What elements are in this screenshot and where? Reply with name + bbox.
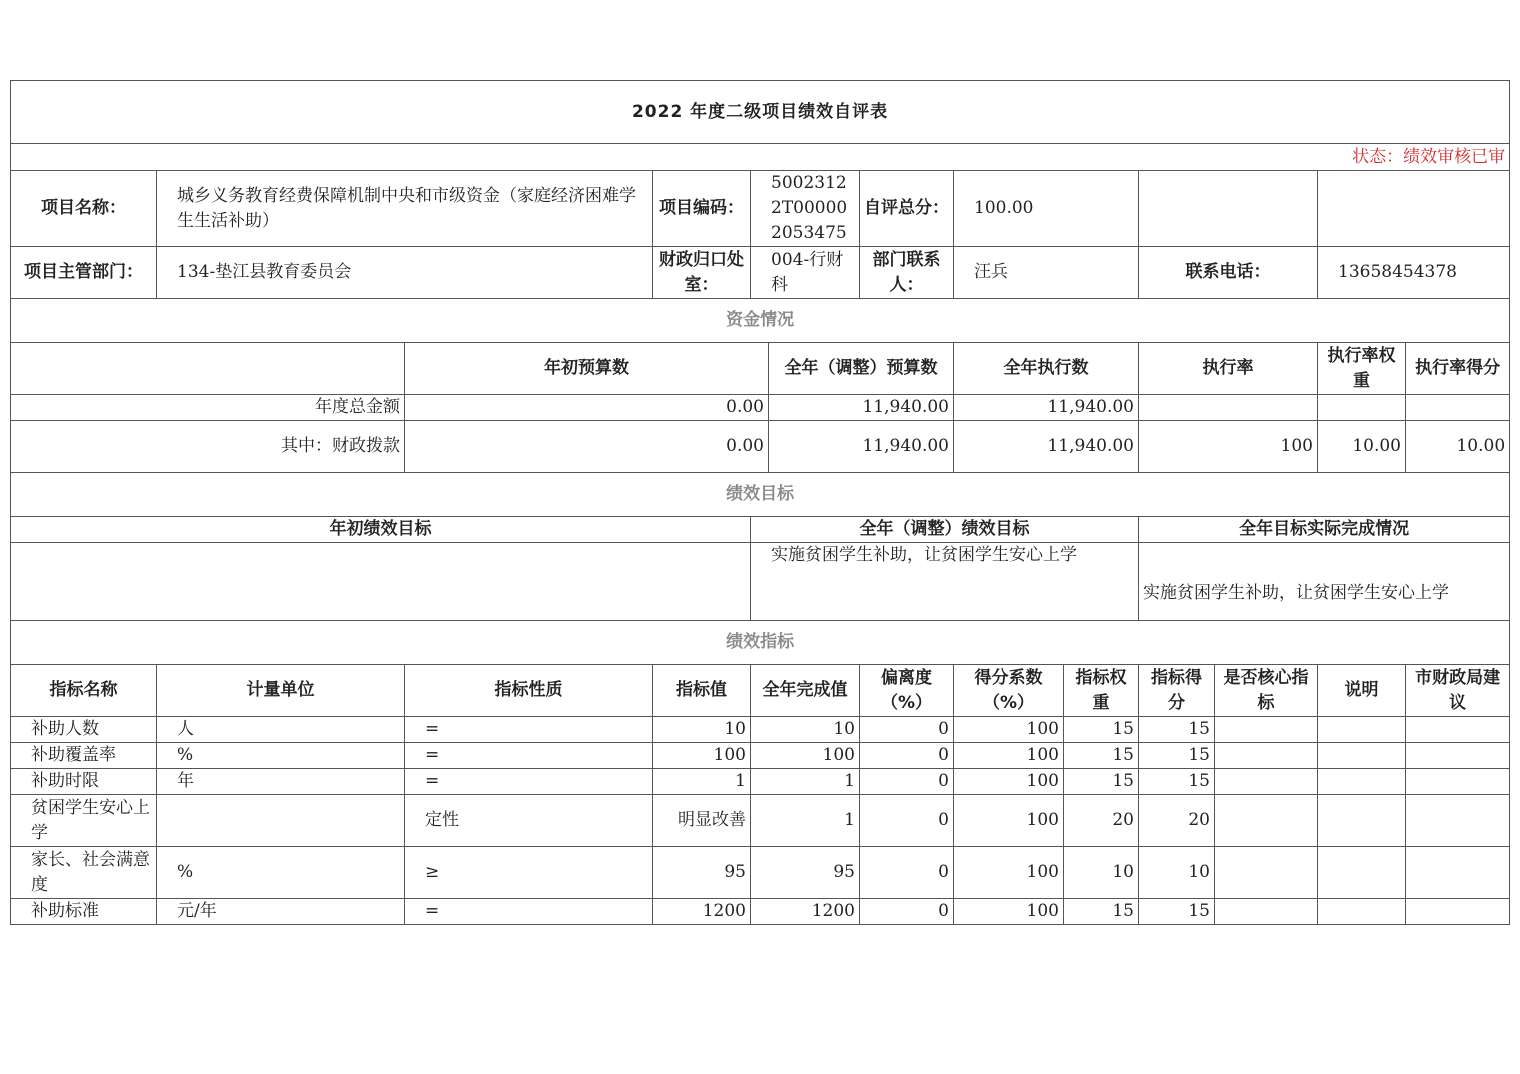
ind-score: 15: [1139, 899, 1215, 925]
ind-coef: 100: [954, 795, 1064, 847]
ind-nature: =: [405, 769, 653, 795]
ind-value: 1: [653, 769, 751, 795]
phone-value: 13658454378: [1318, 247, 1510, 299]
funds-header-executed: 全年执行数: [954, 343, 1139, 395]
ind-deviation: 0: [860, 743, 954, 769]
ind-name: 家长、社会满意度: [11, 847, 157, 899]
blank-cell: [11, 343, 405, 395]
goals-header-actual: 全年目标实际完成情况: [1139, 517, 1510, 543]
project-code-label: 项目编码：: [653, 171, 751, 247]
ind-core: [1215, 717, 1318, 743]
ind-weight: 15: [1064, 899, 1139, 925]
table-row: [11, 743, 1510, 769]
goals-adjusted-value: 实施贫困学生补助，让贫困学生安心上学: [751, 543, 1139, 621]
ind-nature: =: [405, 899, 653, 925]
funds-row-initial: 0.00: [405, 395, 769, 421]
ind-name: 补助覆盖率: [11, 743, 157, 769]
ind-header-done: 全年完成值: [751, 665, 860, 717]
ind-note: [1318, 769, 1406, 795]
ind-header-coef: 得分系数（%）: [954, 665, 1064, 717]
ind-unit: 年: [157, 769, 405, 795]
dept-value: 134-垫江县教育委员会: [157, 247, 653, 299]
ind-deviation: 0: [860, 847, 954, 899]
ind-core: [1215, 899, 1318, 925]
ind-advice: [1406, 743, 1510, 769]
ind-value: 100: [653, 743, 751, 769]
ind-header-score: 指标得分: [1139, 665, 1215, 717]
funds-header-score: 执行率得分: [1406, 343, 1510, 395]
ind-name: 补助标准: [11, 899, 157, 925]
ind-header-advice: 市财政局建议: [1406, 665, 1510, 717]
blank-cell: [1318, 171, 1510, 247]
ind-note: [1318, 743, 1406, 769]
ind-done: 1: [751, 795, 860, 847]
ind-nature: =: [405, 717, 653, 743]
funds-row-label: 其中：财政拨款: [11, 421, 405, 473]
ind-header-core: 是否核心指标: [1215, 665, 1318, 717]
ind-advice: [1406, 795, 1510, 847]
ind-note: [1318, 795, 1406, 847]
ind-advice: [1406, 899, 1510, 925]
goals-header-initial: 年初绩效目标: [11, 517, 751, 543]
funds-row-adjusted: 11,940.00: [769, 421, 954, 473]
ind-name: 补助时限: [11, 769, 157, 795]
ind-note: [1318, 899, 1406, 925]
ind-advice: [1406, 717, 1510, 743]
ind-score: 15: [1139, 769, 1215, 795]
funds-header-initial: 年初预算数: [405, 343, 769, 395]
project-code-value: 50023122T000002053475: [751, 171, 860, 247]
ind-unit: [157, 795, 405, 847]
ind-unit: %: [157, 847, 405, 899]
funds-row-executed: 11,940.00: [954, 395, 1139, 421]
ind-done: 1200: [751, 899, 860, 925]
table-row: [11, 795, 1510, 847]
funds-row-score: [1406, 395, 1510, 421]
finance-office-label: 财政归口处室：: [653, 247, 751, 299]
ind-value: 95: [653, 847, 751, 899]
goals-initial-value: [11, 543, 751, 621]
ind-coef: 100: [954, 899, 1064, 925]
ind-score: 10: [1139, 847, 1215, 899]
funds-section-title: 资金情况: [11, 299, 1510, 343]
ind-done: 95: [751, 847, 860, 899]
ind-header-note: 说明: [1318, 665, 1406, 717]
goals-section-title: 绩效目标: [11, 473, 1510, 517]
phone-label: 联系电话：: [1139, 247, 1318, 299]
ind-header-value: 指标值: [653, 665, 751, 717]
funds-header-adjusted: 全年（调整）预算数: [769, 343, 954, 395]
funds-row-rate: [1139, 395, 1318, 421]
ind-value: 1200: [653, 899, 751, 925]
ind-unit: 人: [157, 717, 405, 743]
project-name-value: 城乡义务教育经费保障机制中央和市级资金（家庭经济困难学生生活补助）: [157, 171, 653, 247]
dept-label: 项目主管部门：: [11, 247, 157, 299]
table-row: [11, 769, 1510, 795]
self-score-label: 自评总分：: [860, 171, 954, 247]
ind-coef: 100: [954, 769, 1064, 795]
project-name-label: 项目名称：: [11, 171, 157, 247]
ind-unit: 元/年: [157, 899, 405, 925]
ind-note: [1318, 717, 1406, 743]
ind-weight: 15: [1064, 769, 1139, 795]
ind-coef: 100: [954, 847, 1064, 899]
ind-advice: [1406, 847, 1510, 899]
funds-row-score: 10.00: [1406, 421, 1510, 473]
blank-cell: [1139, 171, 1318, 247]
ind-weight: 15: [1064, 717, 1139, 743]
ind-header-weight: 指标权重: [1064, 665, 1139, 717]
funds-row-weight: [1318, 395, 1406, 421]
goals-header-adjusted: 全年（调整）绩效目标: [751, 517, 1139, 543]
table-row: [11, 717, 1510, 743]
ind-header-deviation: 偏离度（%）: [860, 665, 954, 717]
self-score-value: 100.00: [954, 171, 1139, 247]
table-row: [11, 847, 1510, 899]
ind-deviation: 0: [860, 899, 954, 925]
table-row: [11, 899, 1510, 925]
ind-name: 补助人数: [11, 717, 157, 743]
ind-weight: 15: [1064, 743, 1139, 769]
ind-score: 15: [1139, 743, 1215, 769]
ind-core: [1215, 847, 1318, 899]
finance-office-value: 004-行财科: [751, 247, 860, 299]
ind-advice: [1406, 769, 1510, 795]
ind-coef: 100: [954, 717, 1064, 743]
ind-header-unit: 计量单位: [157, 665, 405, 717]
funds-header-weight: 执行率权重: [1318, 343, 1406, 395]
ind-deviation: 0: [860, 769, 954, 795]
ind-weight: 10: [1064, 847, 1139, 899]
ind-done: 100: [751, 743, 860, 769]
ind-done: 10: [751, 717, 860, 743]
performance-evaluation-table: [10, 80, 1510, 925]
ind-header-nature: 指标性质: [405, 665, 653, 717]
ind-name: 贫困学生安心上学: [11, 795, 157, 847]
ind-score: 20: [1139, 795, 1215, 847]
funds-row-label: 年度总金额: [11, 395, 405, 421]
contact-value: 汪兵: [954, 247, 1139, 299]
ind-done: 1: [751, 769, 860, 795]
goals-actual-value: 实施贫困学生补助，让贫困学生安心上学: [1139, 543, 1510, 621]
ind-nature: 定性: [405, 795, 653, 847]
status-badge: 状态：绩效审核已审: [11, 144, 1510, 171]
page-title: 2022 年度二级项目绩效自评表: [11, 81, 1510, 144]
funds-row-weight: 10.00: [1318, 421, 1406, 473]
ind-note: [1318, 847, 1406, 899]
ind-core: [1215, 795, 1318, 847]
indicators-section-title: 绩效指标: [11, 621, 1510, 665]
contact-label: 部门联系人：: [860, 247, 954, 299]
funds-header-rate: 执行率: [1139, 343, 1318, 395]
ind-nature: ≥: [405, 847, 653, 899]
ind-value: 明显改善: [653, 795, 751, 847]
ind-deviation: 0: [860, 795, 954, 847]
ind-weight: 20: [1064, 795, 1139, 847]
ind-core: [1215, 743, 1318, 769]
funds-row-rate: 100: [1139, 421, 1318, 473]
funds-row-executed: 11,940.00: [954, 421, 1139, 473]
ind-value: 10: [653, 717, 751, 743]
funds-row-initial: 0.00: [405, 421, 769, 473]
ind-deviation: 0: [860, 717, 954, 743]
ind-nature: =: [405, 743, 653, 769]
funds-row-adjusted: 11,940.00: [769, 395, 954, 421]
ind-header-name: 指标名称: [11, 665, 157, 717]
ind-core: [1215, 769, 1318, 795]
ind-coef: 100: [954, 743, 1064, 769]
ind-unit: %: [157, 743, 405, 769]
ind-score: 15: [1139, 717, 1215, 743]
